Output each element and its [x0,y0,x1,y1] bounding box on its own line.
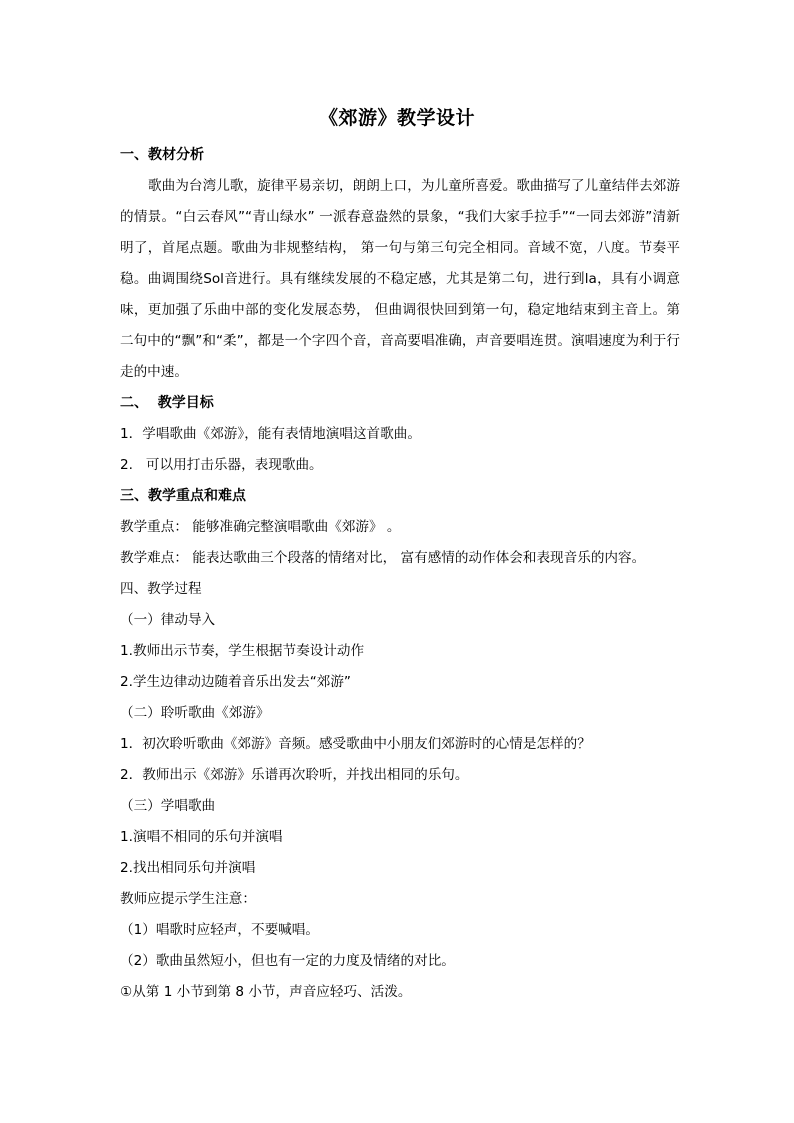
document-title: 《郊游》教学设计 [318,107,475,129]
analysis-paragraph: 歌曲为台湾儿歌，旋律平易亲切，朗朗上口，为儿童所喜爱。歌曲描写了儿童结伴去郊游的情景。“白云春风”“青山绿水” 一派春意盎然的景象，“我们大家手拉手”“一同去郊游”清新明了，首尾点题。歌曲为非规整结构， 第一句与第三句完全相同。音域不宽，八度。节奏平稳。曲调围绕Sol音进行。具有继续发展的不稳定感，尤其是第二句，进行到la，具有小调意味，更加强了乐曲中部的变化发展态势， 但曲调很快回到第一句，稳定地结束到主音上。第二句中的“飘”和“柔”，都是一个字四个音，音高要唱准确，声音要唱连贯。演唱速度为利于行走的中速。 [120,178,680,380]
section-heading-goals: 二、 教学目标 [120,395,214,411]
process-line: ①从第 1 小节到第 8 小节，声音应轻巧、活泼。 [120,984,412,1000]
document-body [120,140,680,1008]
process-line: 1．初次聆听歌曲《郊游》音频。感受歌曲中小朋友们郊游时的心情是怎样的？ [120,736,591,752]
process-line: （一）律动导入 [120,612,216,628]
section-heading-process: 四、教学过程 [120,581,202,597]
process-line: 1.演唱不相同的乐句并演唱 [120,829,283,845]
process-line: 2．教师出示《郊游》乐谱再次聆听，并找出相同的乐句。 [120,767,469,783]
process-line: 2.学生边律动边随着音乐出发去“郊游” [120,674,351,690]
process-line: （1）唱歌时应轻声，不要喊唱。 [120,922,319,938]
difficulty-text: 教学难点： 能表达歌曲三个段落的情绪对比， 富有感情的动作体会和表现音乐的内容。 [120,550,646,566]
process-line: 教师应提示学生注意： [120,891,256,907]
process-line: 1.教师出示节奏，学生根据节奏设计动作 [120,643,365,659]
section-heading-key-points: 三、教学重点和难点 [120,488,246,504]
process-line: 2.找出相同乐句并演唱 [120,860,256,876]
goal-item: 1．学唱歌曲《郊游》，能有表情地演唱这首歌曲。 [120,426,421,442]
key-point-text: 教学重点： 能够准确完整演唱歌曲《郊游》 。 [120,519,401,535]
process-line: （二）聆听歌曲《郊游》 [120,705,270,721]
process-line: （三）学唱歌曲 [120,798,216,814]
section-heading-analysis: 一、教材分析 [120,147,204,163]
goal-item: 2. 可以用打击乐器，表现歌曲。 [120,457,323,473]
process-line: （2）歌曲虽然短小，但也有一定的力度及情绪的对比。 [120,953,455,969]
